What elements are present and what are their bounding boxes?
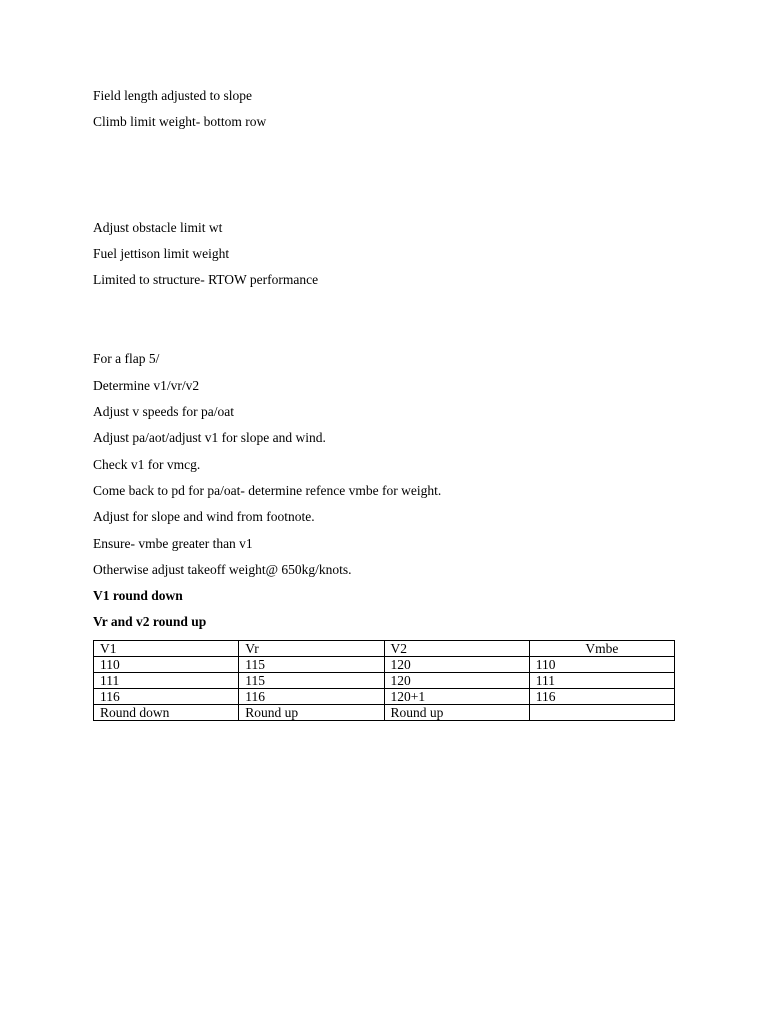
text-line: Adjust v speeds for pa/oat xyxy=(93,404,234,419)
text-line: Adjust pa/aot/adjust v1 for slope and wind. xyxy=(93,430,326,445)
table-cell xyxy=(529,705,674,721)
table-cell: 111 xyxy=(94,673,239,689)
table-cell: 110 xyxy=(529,657,674,673)
table-header-row xyxy=(94,641,675,657)
text-line: Otherwise adjust takeoff weight@ 650kg/knots. xyxy=(93,562,352,577)
v-speeds-table xyxy=(93,640,675,721)
text-line: Fuel jettison limit weight xyxy=(93,246,230,261)
text-line: Ensure- vmbe greater than v1 xyxy=(93,536,253,551)
bold-text-line: Vr and v2 round up xyxy=(93,614,207,629)
table-row xyxy=(94,689,675,705)
text-line: Limited to structure- RTOW performance xyxy=(93,272,319,287)
table-cell: 116 xyxy=(529,689,674,705)
table-cell: 116 xyxy=(94,689,239,705)
table-cell: 120 xyxy=(384,657,529,673)
header-cell-v1: V1 xyxy=(94,641,239,657)
table-row xyxy=(94,705,675,721)
table-cell: Round up xyxy=(384,705,529,721)
table-cell: 120+1 xyxy=(384,689,529,705)
table-cell: 120 xyxy=(384,673,529,689)
table-cell: 115 xyxy=(239,673,384,689)
text-line: Check v1 for vmcg. xyxy=(93,457,201,472)
table-cell: Round up xyxy=(239,705,384,721)
table-cell: 111 xyxy=(529,673,674,689)
table-row xyxy=(94,657,675,673)
header-cell-vmbe: Vmbe xyxy=(529,641,674,657)
text-line: Come back to pd for pa/oat- determine refence vmbe for weight. xyxy=(93,483,442,498)
table-row xyxy=(94,673,675,689)
bold-text-line: V1 round down xyxy=(93,588,183,603)
text-line: Climb limit weight- bottom row xyxy=(93,114,267,129)
header-cell-v2: V2 xyxy=(384,641,529,657)
text-line: Adjust for slope and wind from footnote. xyxy=(93,509,315,524)
table-cell: Round down xyxy=(94,705,239,721)
table-cell: 110 xyxy=(94,657,239,673)
header-cell-vr: Vr xyxy=(239,641,384,657)
text-line: Field length adjusted to slope xyxy=(93,88,252,103)
text-line: For a flap 5/ xyxy=(93,351,160,366)
text-line: Determine v1/vr/v2 xyxy=(93,378,200,393)
table-cell: 115 xyxy=(239,657,384,673)
table-cell: 116 xyxy=(239,689,384,705)
text-line: Adjust obstacle limit wt xyxy=(93,220,223,235)
